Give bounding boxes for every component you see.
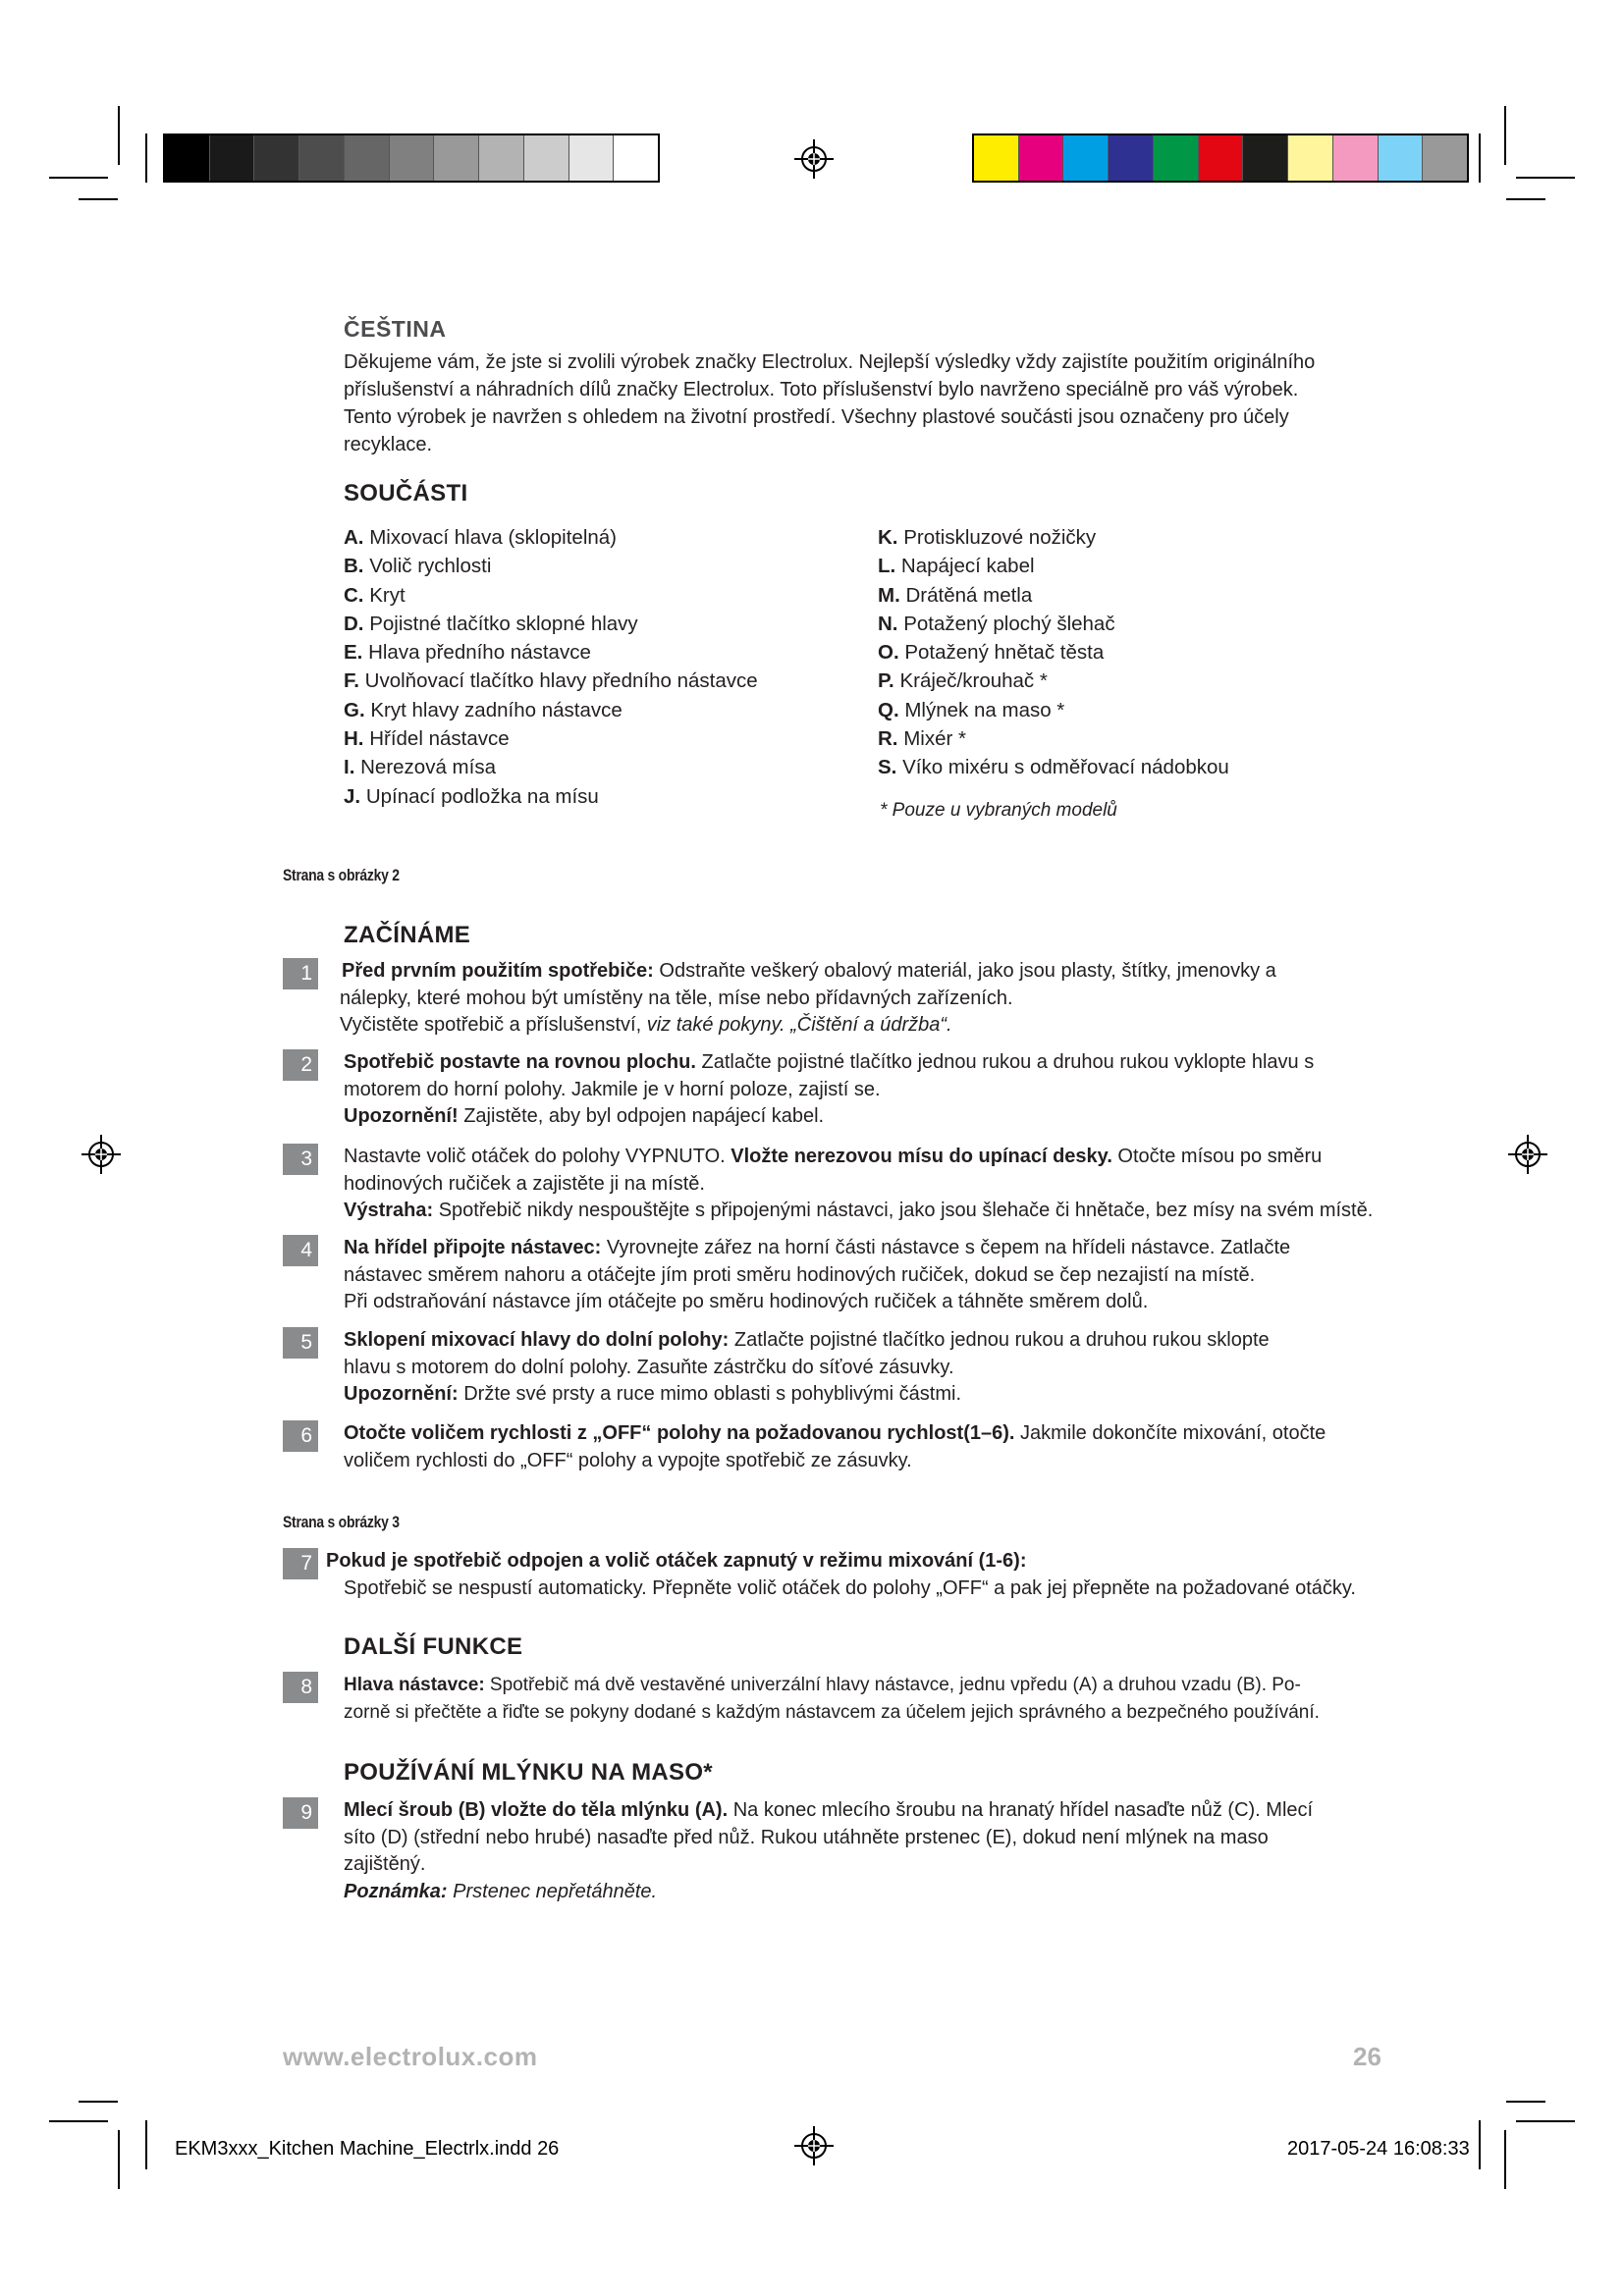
- start-heading: ZAČÍNÁME: [344, 922, 471, 948]
- part-item: [344, 724, 758, 753]
- step-line: [344, 1049, 1394, 1077]
- step-bold: Před prvním použitím spotřebiče:: [342, 960, 654, 982]
- part-letter: S.: [878, 756, 897, 779]
- part-letter: R.: [878, 727, 898, 751]
- step-line: síto (D) (střední nebo hrubé) nasaďte před nůž. Rukou utáhněte prstenec (E), dokud není mlýnek na maso: [344, 1826, 1269, 1848]
- part-text: Kryt hlavy zadního nástavce: [370, 698, 623, 721]
- step-bold: Hlava nástavce:: [344, 1675, 485, 1695]
- part-letter: D.: [344, 612, 364, 635]
- step-number: 7: [283, 1548, 318, 1579]
- registration-mark-icon: [794, 2126, 834, 2165]
- step-line: Spotřebič má dvě vestavěné univerzální hlavy nástavce, jednu vpředu (A) a druhou vzadu (B). Po-: [484, 1675, 1301, 1695]
- step-text-run: Při odstraňování nástavce jím otáčejte po směru hodinových ručiček a táhněte směrem dolů.: [344, 1291, 1149, 1312]
- color-swatch: [1288, 135, 1333, 181]
- intro-section: [344, 316, 1394, 458]
- step-text-run: Nastavte volič otáček do polohy VYPNUTO.: [344, 1146, 731, 1167]
- part-letter: Q.: [878, 698, 899, 721]
- part-text: Mixér *: [903, 727, 966, 751]
- color-swatch: [1379, 135, 1424, 181]
- step-text-run: Zajistěte, aby byl odpojen napájecí kabel.: [458, 1105, 825, 1127]
- part-letter: M.: [878, 583, 900, 607]
- step-bold: Výstraha:: [344, 1200, 434, 1221]
- registration-mark-icon: [794, 139, 834, 179]
- part-text: Potažený hnětač těsta: [904, 641, 1105, 665]
- step-text-run: nástavec směrem nahoru a otáčejte jím proti směru hodinových ručiček, dokud se čep nezajistí na místě.: [344, 1263, 1256, 1286]
- part-text: Mixovací hlava (sklopitelná): [369, 526, 617, 549]
- step-text-run: voličem rychlosti do „OFF“ polohy a vypojte spotřebič ze zásuvky.: [344, 1449, 912, 1471]
- step-line: Na konec mlecího šroubu na hranatý hřídel nasaďte nůž (C). Mlecí: [728, 1799, 1314, 1821]
- step-text: [344, 1420, 1394, 1474]
- step-text-run: Jakmile dokončíte mixování, otočte: [1014, 1422, 1326, 1444]
- part-item: [878, 667, 1229, 695]
- part-item: [878, 581, 1229, 610]
- part-letter: H.: [344, 727, 364, 751]
- part-text: Hřídel nástavce: [369, 727, 510, 751]
- step-italic: viz také pokyny. „Čištění a údržba“.: [646, 1014, 952, 1036]
- color-swatch: [390, 135, 435, 181]
- part-item: [344, 610, 758, 638]
- step-number: 6: [283, 1420, 318, 1452]
- step-line: [342, 958, 1392, 986]
- process-color-bar: [972, 133, 1469, 183]
- registration-mark-icon: [81, 1135, 121, 1174]
- part-text: Kráječ/krouhač *: [899, 669, 1048, 693]
- step-text: [344, 1672, 1394, 1726]
- part-text: Protiskluzové nožičky: [903, 526, 1097, 549]
- step-line: [344, 1103, 1394, 1131]
- step-text-run: motorem do horní polohy. Jakmile je v horní poloze, zajistí se.: [344, 1078, 881, 1100]
- step-line: [344, 1144, 1394, 1171]
- part-item: [878, 610, 1229, 638]
- step-line: [344, 1235, 1394, 1262]
- part-text: Upínací podložka na mísu: [365, 784, 599, 808]
- part-item: [344, 581, 758, 610]
- step-line: [344, 1381, 1394, 1409]
- step-line: [344, 1077, 1394, 1104]
- footer-url: www.electrolux.com: [283, 2042, 538, 2071]
- step-line: [344, 1420, 1394, 1448]
- intro-line: recyklace.: [344, 434, 433, 455]
- step-bold: Upozornění!: [344, 1105, 459, 1127]
- slug-timestamp: 2017-05-24 16:08:33: [1287, 2138, 1470, 2160]
- part-text: Drátěná metla: [905, 583, 1033, 607]
- part-text: Nerezová mísa: [360, 756, 496, 779]
- step-text: [344, 1797, 1394, 1905]
- intro-paragraph: [344, 348, 1394, 458]
- crop-mark: [1504, 2130, 1506, 2189]
- color-swatch: [1423, 135, 1467, 181]
- color-swatch: [524, 135, 569, 181]
- part-text: Hlava předního nástavce: [368, 641, 591, 665]
- color-swatch: [210, 135, 255, 181]
- step-text: [344, 1235, 1394, 1316]
- crop-mark: [79, 2101, 118, 2103]
- color-swatch: [974, 135, 1019, 181]
- crop-mark: [145, 2120, 147, 2169]
- step-text-run: Zatlačte pojistné tlačítko jednou rukou a druhou rukou sklopte: [729, 1329, 1270, 1351]
- part-letter: C.: [344, 583, 364, 607]
- step-line: [340, 1012, 1392, 1040]
- step-text: [344, 1144, 1394, 1225]
- part-text: Potažený plochý šlehač: [903, 612, 1115, 635]
- step-number: 8: [283, 1672, 318, 1703]
- color-swatch: [569, 135, 615, 181]
- step-number: 5: [283, 1327, 318, 1359]
- step-bold: Sklopení mixovací hlavy do dolní polohy:: [344, 1329, 730, 1351]
- part-text: Víko mixéru s odměřovací nádobkou: [902, 756, 1229, 779]
- color-swatch: [1063, 135, 1109, 181]
- step-line: [344, 1171, 1394, 1199]
- color-swatch: [345, 135, 390, 181]
- step-text-run: Spotřebič nikdy nespouštějte s připojenými nástavci, jako jsou šlehače či hnětače, bez mísy na svém místě.: [433, 1200, 1374, 1221]
- step-line: [344, 1262, 1394, 1290]
- step-text-run: nálepky, které mohou být umístěny na těle, míse nebo přídavných zařízeních.: [340, 987, 1013, 1009]
- note-text: Prstenec nepřetáhněte.: [447, 1880, 658, 1902]
- part-item: [878, 552, 1229, 580]
- step-text-run: Držte své prsty a ruce mimo oblasti s pohyblivými částmi.: [458, 1383, 962, 1405]
- parts-heading: SOUČÁSTI: [344, 480, 468, 507]
- step-line: zajištěný.: [344, 1853, 426, 1875]
- crop-mark: [1516, 177, 1575, 179]
- intro-line: příslušenství a náhradních dílů značky Electrolux. Toto příslušenství bylo navrženo speciálně pro váš výrobek.: [344, 379, 1299, 400]
- part-letter: J.: [344, 784, 361, 808]
- registration-mark-icon: [1508, 1135, 1547, 1174]
- part-item: [344, 696, 758, 724]
- part-item: [344, 523, 758, 552]
- step-bold: Vložte nerezovou mísu do upínací desky.: [731, 1146, 1112, 1167]
- step-number: 9: [283, 1797, 318, 1829]
- step-line: [344, 1355, 1394, 1382]
- color-swatch: [614, 135, 658, 181]
- language-heading: ČEŠTINA: [344, 316, 447, 342]
- step-line: Spotřebič se nespustí automaticky. Přepněte volič otáček do polohy „OFF“ a pak jej přepněte na požadované otáčky.: [344, 1576, 1356, 1599]
- step-text-run: Vyčistěte spotřebič a příslušenství,: [340, 1014, 647, 1036]
- step-bold: Mlecí šroub (B) vložte do těla mlýnku (A).: [344, 1799, 729, 1821]
- crop-mark: [1479, 2120, 1481, 2169]
- part-item: [878, 753, 1229, 781]
- crop-mark: [79, 198, 118, 200]
- step-number: 4: [283, 1235, 318, 1266]
- color-swatch: [1154, 135, 1199, 181]
- figure-page-label: Strana s obrázky 2: [283, 866, 400, 884]
- part-letter: K.: [878, 526, 898, 549]
- color-swatch: [254, 135, 299, 181]
- step-bold: Spotřebič postavte na rovnou plochu.: [344, 1051, 696, 1073]
- step-line: [344, 1198, 1394, 1225]
- step-line: [340, 986, 1392, 1013]
- part-text: Uvolňovací tlačítko hlavy předního nástavce: [364, 669, 758, 693]
- part-text: Napájecí kabel: [900, 555, 1035, 578]
- color-swatch: [1019, 135, 1064, 181]
- parts-list-right: [878, 523, 1229, 782]
- grayscale-bar: [163, 133, 660, 183]
- step-bold: Upozornění:: [344, 1383, 459, 1405]
- step-bold: Otočte voličem rychlosti z „OFF“ polohy na požadovanou rychlost(1–6).: [344, 1422, 1015, 1444]
- step-text-run: hlavu s motorem do dolní polohy. Zasuňte zástrčku do síťové zásuvky.: [344, 1356, 954, 1378]
- slug-filename: EKM3xxx_Kitchen Machine_Electrlx.indd 26: [175, 2138, 560, 2160]
- color-swatch: [1333, 135, 1379, 181]
- page-number: 26: [1353, 2042, 1381, 2071]
- crop-mark: [49, 2120, 108, 2122]
- part-letter: P.: [878, 669, 894, 693]
- intro-line: Děkujeme vám, že jste si zvolili výrobek značky Electrolux. Nejlepší výsledky vždy zajistíte použitím originálního: [344, 351, 1316, 373]
- part-text: Mlýnek na maso *: [904, 698, 1065, 721]
- step-text-run: Otočte mísou po směru: [1111, 1146, 1323, 1167]
- crop-mark: [118, 106, 120, 165]
- part-item: [878, 523, 1229, 552]
- note-label: Poznámka:: [344, 1880, 448, 1902]
- crop-mark: [145, 133, 147, 183]
- step-number: 2: [283, 1049, 318, 1081]
- part-letter: G.: [344, 698, 365, 721]
- step-line: [344, 1448, 1394, 1475]
- part-text: Kryt: [369, 583, 406, 607]
- part-letter: E.: [344, 641, 363, 665]
- step-text-run: Zatlačte pojistné tlačítko jednou rukou a druhou rukou vyklopte hlavu s: [695, 1051, 1315, 1073]
- color-swatch: [1199, 135, 1244, 181]
- part-letter: N.: [878, 612, 898, 635]
- color-swatch: [479, 135, 524, 181]
- part-item: [344, 753, 758, 781]
- step-bold: Pokud je spotřebič odpojen a volič otáček zapnutý v režimu mixování (1-6):: [326, 1550, 1027, 1572]
- step-line: [344, 1289, 1394, 1316]
- crop-mark: [118, 2130, 120, 2189]
- part-text: Volič rychlosti: [369, 555, 492, 578]
- step-text: [344, 1327, 1394, 1409]
- mincer-heading: POUŽÍVÁNÍ MLÝNKU NA MASO*: [344, 1759, 713, 1786]
- crop-mark: [1506, 2101, 1545, 2103]
- color-swatch: [434, 135, 479, 181]
- parts-list-left: [344, 523, 758, 811]
- step-number: 3: [283, 1144, 318, 1175]
- color-swatch: [165, 135, 210, 181]
- step-text-run: hodinových ručiček a zajistěte ji na místě.: [344, 1172, 705, 1195]
- part-item: [344, 667, 758, 695]
- parts-note: * Pouze u vybraných modelů: [880, 800, 1117, 821]
- step-text: [326, 1548, 1377, 1602]
- part-item: [878, 724, 1229, 753]
- step-text: [344, 1049, 1394, 1131]
- part-text: Pojistné tlačítko sklopné hlavy: [369, 612, 638, 635]
- part-item: [344, 782, 758, 811]
- step-bold: Na hřídel připojte nástavec:: [344, 1237, 602, 1258]
- part-letter: I.: [344, 756, 355, 779]
- step-line: zorně si přečtěte a řiďte se pokyny dodané s každým nástavcem za účelem jejich správného a bezpečného používání.: [344, 1701, 1320, 1723]
- part-item: [878, 696, 1229, 724]
- part-letter: B.: [344, 555, 364, 578]
- color-swatch: [1243, 135, 1288, 181]
- crop-mark: [49, 177, 108, 179]
- more-heading: DALŠÍ FUNKCE: [344, 1633, 523, 1660]
- part-letter: L.: [878, 555, 896, 578]
- intro-line: Tento výrobek je navržen s ohledem na životní prostředí. Všechny plastové součásti jsou označeny pro účely: [344, 406, 1289, 428]
- step-number: 1: [283, 958, 318, 989]
- color-swatch: [1109, 135, 1154, 181]
- crop-mark: [1506, 198, 1545, 200]
- crop-mark: [1504, 106, 1506, 165]
- step-line: [344, 1327, 1394, 1355]
- figure-page-label: Strana s obrázky 3: [283, 1513, 400, 1531]
- color-swatch: [299, 135, 345, 181]
- part-letter: O.: [878, 641, 899, 665]
- part-item: [344, 638, 758, 667]
- part-item: [878, 638, 1229, 667]
- part-item: [344, 552, 758, 580]
- crop-mark: [1479, 133, 1481, 183]
- part-letter: F.: [344, 669, 359, 693]
- step-text: [342, 958, 1392, 1040]
- step-text-run: Odstraňte veškerý obalový materiál, jako jsou plasty, štítky, jmenovky a: [653, 960, 1276, 982]
- part-letter: A.: [344, 526, 364, 549]
- step-text-run: Vyrovnejte zářez na horní části nástavce s čepem na hřídeli nástavce. Zatlačte: [601, 1237, 1291, 1258]
- crop-mark: [1516, 2120, 1575, 2122]
